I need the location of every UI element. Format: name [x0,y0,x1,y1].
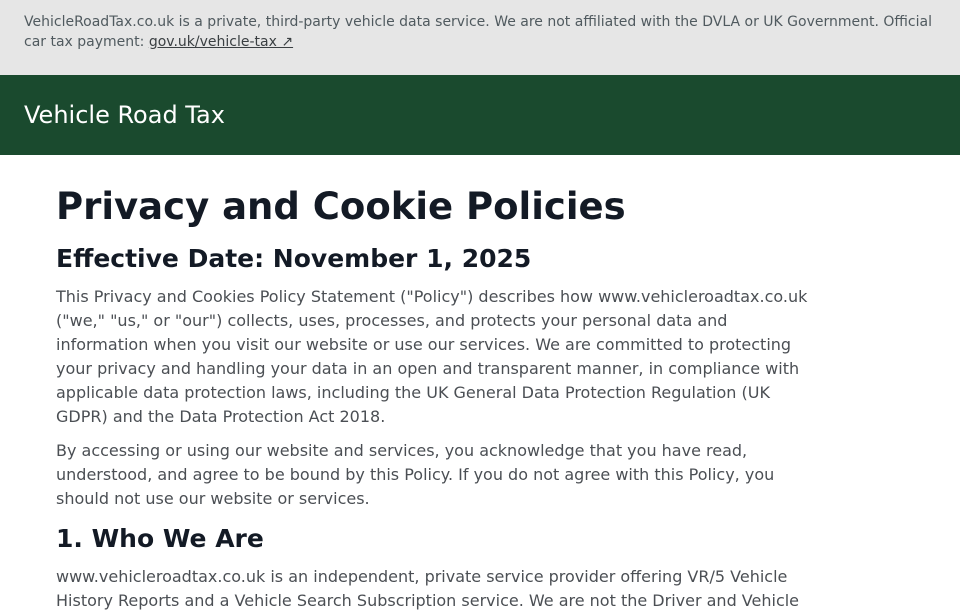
effective-date-heading: Effective Date: November 1, 2025 [56,244,532,273]
gov-vehicle-tax-link[interactable]: gov.uk/vehicle-tax ↗ [148,34,294,50]
page-title: Privacy and Cookie Policies [56,185,626,228]
section-who-we-are-paragraph: www.vehicleroadtax.co.uk is an independent, private service provider offering VR/5 Vehicle History Reports and a Vehicle Search Subscription service. We are not the Driver and Vehicle [56,567,800,610]
main-content [56,155,816,613]
site-brand-link[interactable]: Vehicle Road Tax [24,101,225,129]
section-who-we-are-heading: 1. Who We Are [56,524,264,553]
consent-paragraph: By accessing or using our website and services, you acknowledge that you have read, understood, and agree to be bound by this Policy. If you do not agree with this Policy, you should not use our website or services. [56,441,775,508]
site-header [0,75,960,155]
intro-paragraph: This Privacy and Cookies Policy Statement ("Policy") describes how www.vehicleroadtax.co.uk ("we," "us," or "our") collects, uses, processes, and protects your personal data and information when you visit our website or use our services. We are committed to protecting your privacy and handling your data in an open and transparent manner, in compliance with applicable data protection laws, including the UK General Data Protection Regulation (UK GDPR) and the Data Protection Act 2018. [56,287,808,426]
disclaimer-banner [0,0,960,75]
disclaimer-text: VehicleRoadTax.co.uk is a private, third-party vehicle data service. We are not affiliated with the DVLA or UK Government. Official car tax payment: [24,14,932,50]
